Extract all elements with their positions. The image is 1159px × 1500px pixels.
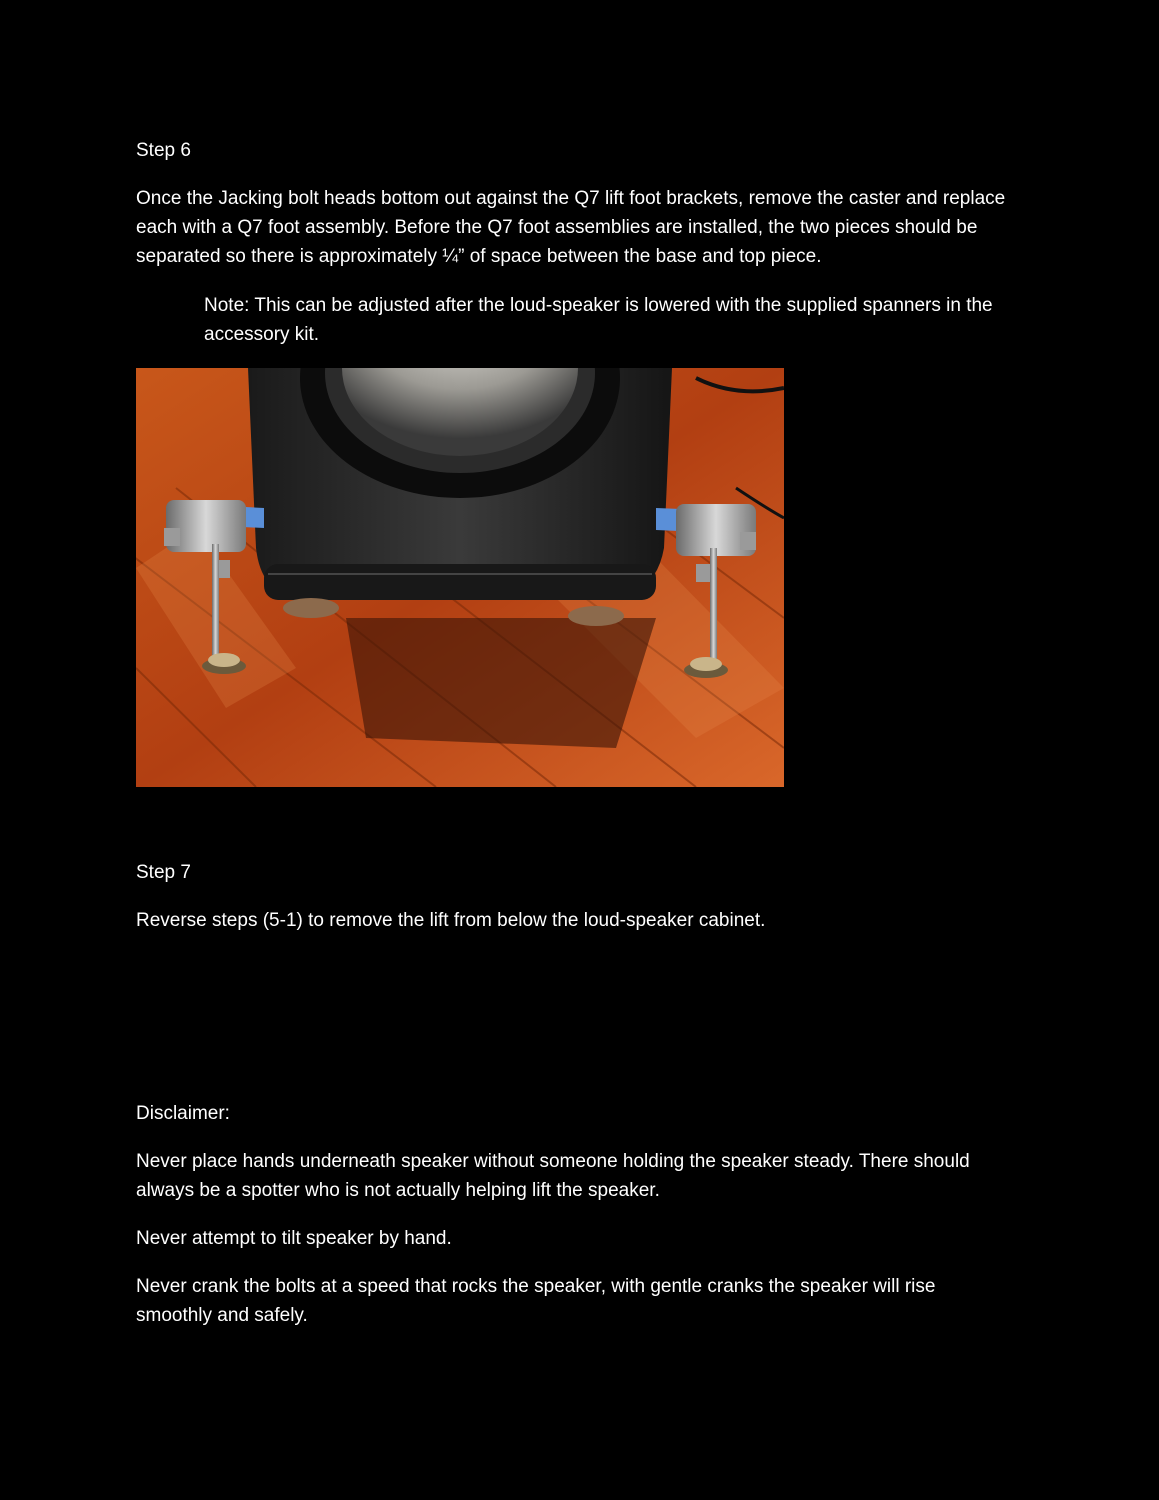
step6-heading: Step 6 xyxy=(136,140,191,161)
disclaimer-heading: Disclaimer: xyxy=(136,1103,230,1124)
step6-note: Note: This can be adjusted after the loud-speaker is lowered with the supplied spanners in the accessory kit. xyxy=(204,295,993,345)
step7-heading: Step 7 xyxy=(136,862,191,883)
speaker-foot-photo xyxy=(136,368,784,787)
step7-body: Reverse steps (5-1) to remove the lift from below the loud-speaker cabinet. xyxy=(136,910,766,931)
disclaimer-item: Never crank the bolts at a speed that rocks the speaker, with gentle cranks the speaker will rise smoothly and safely. xyxy=(136,1276,936,1326)
step6-body: Once the Jacking bolt heads bottom out against the Q7 lift foot brackets, remove the caster and replace each with a Q7 foot assembly. Before the Q7 foot assemblies are installed, the two pieces should be separated so there is approximately ¼” of space between the base and top piece. xyxy=(136,188,1006,267)
disclaimer-item: Never attempt to tilt speaker by hand. xyxy=(136,1228,452,1249)
disclaimer-item: Never place hands underneath speaker without someone holding the speaker steady. There should always be a spotter who is not actually helping lift the speaker. xyxy=(136,1151,970,1201)
